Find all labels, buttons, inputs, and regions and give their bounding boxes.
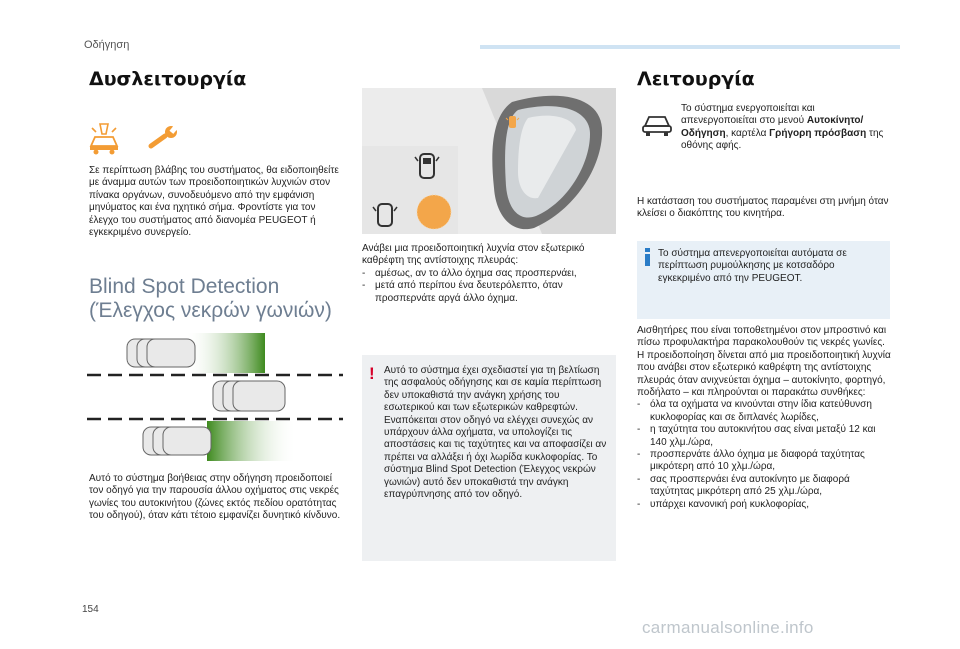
header-rule xyxy=(480,45,900,49)
list-item: - σας προσπερνάει ένα αυτοκίνητο με διαφορά ταχύτητας μικρότερη από 25 χλμ./ώρα, xyxy=(637,474,893,499)
list-item: - αμέσως, αν το άλλο όχημα σας προσπερνάει, xyxy=(362,268,616,280)
info-icon xyxy=(645,248,650,266)
section-label: Οδήγηση xyxy=(84,39,130,51)
warning-icon: ! xyxy=(369,364,375,383)
operation-title: Λειτουργία xyxy=(637,68,755,90)
bss-title: Blind Spot Detection (Έλεγχος νεκρών γωνιών) xyxy=(89,275,332,322)
conditions-list xyxy=(637,399,893,511)
tab-name-bold: Γρήγορη πρόσβαση xyxy=(769,127,867,139)
list-item: - όλα τα οχήματα να κινούνται στην ίδια κατεύθυνση κυκλοφορίας και σε διπλανές λωρίδες, xyxy=(637,399,893,424)
mirror-text-block xyxy=(362,243,616,305)
malfunction-title: Δυσλειτουργία xyxy=(89,68,247,90)
mirror-illustration xyxy=(362,88,616,234)
list-item: - προσπερνάτε άλλο όχημα με διαφορά ταχύτητας μικρότερη από 10 χλμ./ώρα, xyxy=(637,449,893,474)
watermark: carmanualsonline.info xyxy=(642,618,814,637)
mirror-text: Ανάβει μια προειδοποιητική λυχνία στον εξωτερικό καθρέφτη της αντίστοιχης πλευράς: xyxy=(362,243,585,267)
memory-text: Η κατάσταση του συστήματος παραμένει στη μνήμη όταν κλείσει ο διακόπτης του κινητήρα. xyxy=(637,196,889,220)
bss-text: Αυτό το σύστημα βοήθειας στην οδήγηση προειδοποιεί τον οδηγό για την παρουσία άλλου οχήματος στις νεκρές γωνίες του αυτοκινήτου (ζώνες εκτός πεδίου ορατότητας του οδηγού), όταν κάτι τέτοιο εμφανίζει δυνητικό κίνδυνο. xyxy=(89,473,341,522)
blind-spot-diagram xyxy=(87,331,343,465)
page-number: 154 xyxy=(82,604,99,615)
mirror-icon xyxy=(362,88,616,234)
car-operation-icon xyxy=(640,112,674,138)
malfunction-text: Σε περίπτωση βλάβης του συστήματος, θα ειδοποιηθείτε με άναμμα αυτών των προειδοποιητικών λυχνιών στον πίνακα οργάνων, συνοδευόμενο από την εμφάνιση μηνύματος και ένα ηχητικό σήμα. Φροντίστε για τον έλεγχο του συστήματος από διανομέα PEUGEOT ή εγκεκριμένο συνεργείο. xyxy=(89,165,339,239)
list-item: - μετά από περίπου ένα δευτερόλεπτο, όταν προσπερνάτε αργά άλλο όχημα. xyxy=(362,280,616,305)
sensors-text: Αισθητήρες που είναι τοποθετημένοι στον μπροστινό και πίσω προφυλακτήρα παρακολουθούν τις νεκρές γωνίες. Η προειδοποίηση δίνεται από μια προειδοποιητική λυχνία που ανάβει στον εξωτερικό καθρέφτη της αντίστοιχης πλευράς όταν ανιχνεύεται όχημα – αυτοκίνητο, φορτηγό, ποδήλατο – και πληρούνται οι παρακάτω συνθήκες: xyxy=(637,325,891,399)
warning-text: Αυτό το σύστημα έχει σχεδιαστεί για τη βελτίωση της ασφαλούς οδήγησης και σε καμία περίπτωση δεν υποκαθιστά την ανάγκη χρήσης του εσωτερικού και των εξωτερικών καθρεφτών. Εναπόκειται στον οδηγό να ελέγχει συνεχώς αν υπάρχουν άλλα οχήματα, να υπολογίζει τις αποστάσεις και τις ταχύτητες και να αποφασίζει αν πρέπει να αλλάξει ή όχι λωρίδα κυκλοφορίας. Το σύστημα Blind Spot Detection (Έλεγχος νεκρών γωνιών) αυτό δεν υποκαθιστά την ανάγκη επαγρύπνησης από τον οδηγό. xyxy=(384,365,607,501)
list-item: - υπάρχει κανονική ροή κυκλοφορίας, xyxy=(637,499,893,511)
menu-text: Το σύστημα ενεργοποιείται και απενεργοποιείται στο μενού Αυτοκίνητο/ Οδήγηση, καρτέλα Γρήγορη πρόσβαση της οθόνης αφής. xyxy=(681,103,884,152)
wrench-icon xyxy=(148,125,182,151)
sensors-text-block xyxy=(637,325,893,511)
list-item: - η ταχύτητα του αυτοκινήτου σας είναι μεταξύ 12 και 140 χλμ./ώρα, xyxy=(637,424,893,449)
menu-path-bold: Αυτοκίνητο/ Οδήγηση xyxy=(681,115,864,139)
info-text: Το σύστημα απενεργοποιείται αυτόματα σε περίπτωση ρυμούλκησης με κοτσαδόρο εγκεκριμένο από την PEUGEOT. xyxy=(658,248,847,284)
mirror-list xyxy=(362,268,616,305)
